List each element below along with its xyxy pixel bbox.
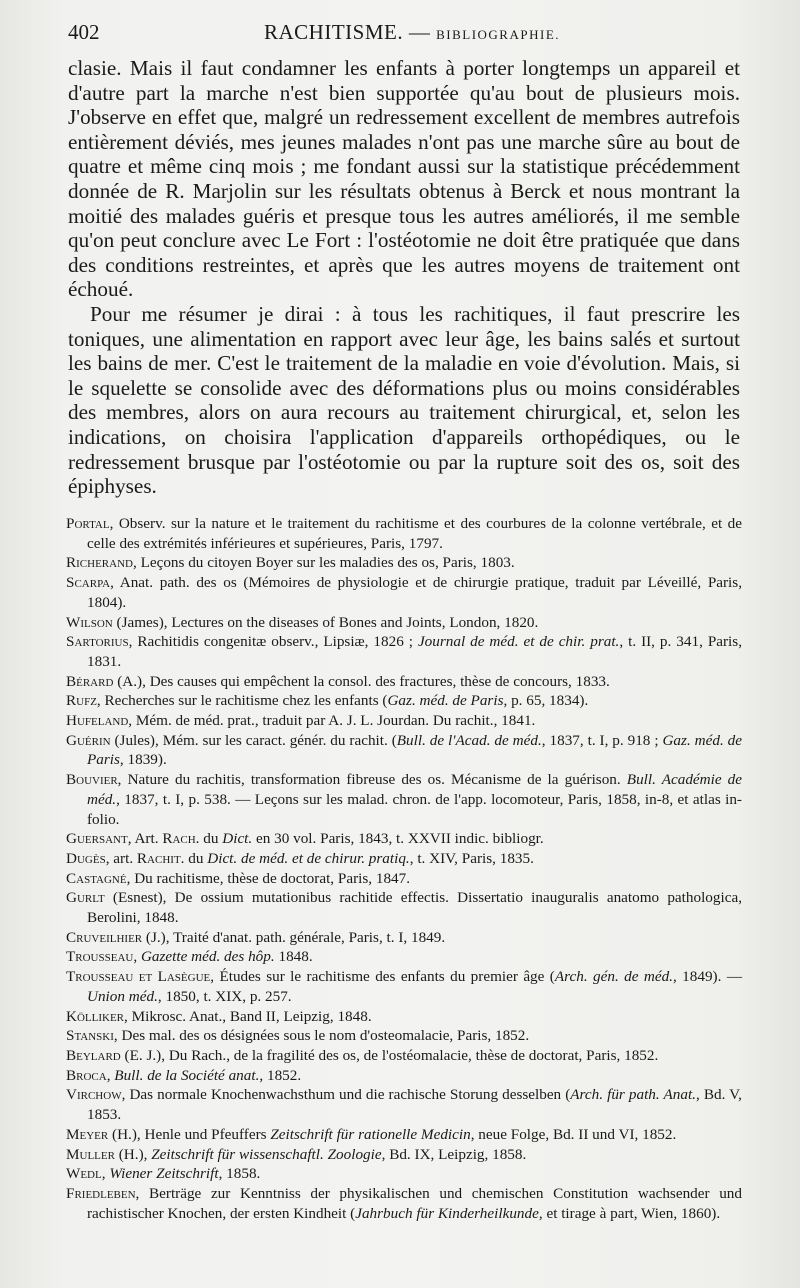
entry-author: Bérard xyxy=(66,672,114,690)
entry-author: Stanski, xyxy=(66,1027,118,1045)
entry-text: Anat. path. des os (Mémoires de physiologie et de chirurgie pratique, traduit par Léveillé, Paris, 1804). xyxy=(87,574,742,611)
entry-text: , t. II, p. 341, Paris, 1831. xyxy=(87,633,742,670)
entry-title-italic: Arch. für path. Anat. xyxy=(570,1086,696,1104)
entry-text: , p. 65, 1834). xyxy=(503,692,589,710)
entry-title-italic: Bull. de l'Acad. de méd. xyxy=(396,731,542,749)
entry-text: Art. xyxy=(131,830,163,848)
bibliography-entry xyxy=(66,829,742,849)
entry-text: Mikrosc. Anat., Band II, Leipzig, 1848. xyxy=(127,1007,372,1025)
title-dash: — xyxy=(403,20,437,44)
bibliography-list xyxy=(66,514,742,1223)
bibliography-entry xyxy=(66,849,742,869)
bibliography-entry xyxy=(66,632,742,671)
body-paragraph: Pour me résumer je dirai : à tous les rachitiques, il faut prescrire les toniques, une alimentation en rapport avec leur âge, les bains salés et surtout les bains de mer. C'est le traitement de la maladie en voie d'évolution. Mais, si le squelette se consolide avec des déformations plus ou moins considérables des membres, alors on aura recours au traitement chirurgical, et, selon les indications, on choisira l'application d'appareils orthopédiques, ou le redressement brusque par l'ostéotomie ou par la rupture soit des os, soit des épiphyses. xyxy=(68,301,740,499)
entry-author: Scarpa, xyxy=(66,574,114,592)
section-subtitle: BIBLIOGRAPHIE. xyxy=(436,27,561,42)
entry-text: , et tirage à part, Wien, 1860). xyxy=(538,1204,721,1222)
bibliography-entry xyxy=(66,1145,742,1165)
entry-title-italic: Gazette méd. des hôp. xyxy=(140,948,275,966)
body-paragraph: clasie. Mais il faut condamner les enfants à porter longtemps un appareil et d'autre part la marche n'est bien supportée qu'au bout de plusieurs mois. J'observe en effet que, malgré un redressement excellent de membres autrefois entièrement déviés, mes jeunes malades n'ont pas une marche sûre au bout de quatre et même cinq mois ; me fondant aussi sur la statistique précédemment donnée de R. Marjolin sur les résultats obtenus à Berck et nous montrant la moitié des malades guéris et presque tous les autres améliorés, il me semble qu'on peut conclure avec Le Fort : l'ostéotomie ne doit être pratiquée que dans des conditions restreintes, et après que les autres moyens de traitement ont échoué. xyxy=(68,56,740,302)
entry-title-italic: Jahrbuch für Kinderheilkunde xyxy=(355,1204,539,1222)
entry-text: Recherches sur le rachitisme chez les enfants ( xyxy=(100,692,388,710)
entry-text: (H.), Henle und Pfeuffers xyxy=(108,1125,271,1143)
entry-text: , t. XIV, Paris, 1835. xyxy=(409,849,534,867)
entry-text: , neue Folge, Bd. II und VI, 1852. xyxy=(470,1125,677,1143)
entry-author: Guersant, xyxy=(66,830,132,848)
bibliography-entry xyxy=(66,888,742,927)
entry-text: , 1837, t. I, p. 538. — Leçons sur les malad. chron. de l'app. locomoteur, Paris, 1858, in-8, et atlas in-folio. xyxy=(87,790,742,828)
entry-author: Friedleben, xyxy=(66,1184,140,1202)
entry-text: du xyxy=(199,830,223,848)
bibliography-entry xyxy=(66,514,742,553)
entry-text: Nature du rachitis, transformation fibreuse des os. Mécanisme de la guérison. xyxy=(121,771,627,789)
entry-text: , 1849). — xyxy=(672,968,743,986)
entry-text: Observ. sur la nature et le traitement du rachitisme et des courbures de la colonne vertébrale, et de celle des extrémités inférieures et supérieures, Paris, 1797. xyxy=(87,515,742,552)
entry-text: (E. J.), Du Rach., de la fragilité des os, de l'ostéomalacie, thèse de doctorat, Paris, 1852. xyxy=(120,1046,659,1064)
bibliography-entry xyxy=(66,573,742,612)
chapter-title: RACHITISME. xyxy=(264,20,404,44)
entry-text: (Esnest), De ossium mutationibus rachitide effectis. Dissertatio inauguralis anatomo pathologica, Berolini, 1848. xyxy=(87,889,742,927)
bibliography-entry xyxy=(66,553,742,573)
bibliography-entry xyxy=(66,967,742,1006)
entry-text: du xyxy=(184,849,208,867)
entry-text: (A.), Des causes qui empêchent la consol. des fractures, thèse de concours, 1833. xyxy=(113,672,610,690)
entry-author: Portal, xyxy=(66,515,114,532)
bibliography-entry xyxy=(66,1184,742,1223)
entry-title-italic: Gaz. méd. de Paris xyxy=(387,692,504,710)
entry-author: Broca, xyxy=(66,1066,111,1084)
entry-text: , 1839). xyxy=(119,751,167,769)
entry-author: Cruveilhier xyxy=(66,928,143,946)
entry-title-italic: Bull. Académie de méd. xyxy=(87,771,743,808)
entry-text: (James), Lectures on the diseases of Bones and Joints, London, 1820. xyxy=(112,613,539,631)
bibliography-entry xyxy=(66,947,742,967)
bibliography-entry xyxy=(66,613,742,633)
entry-author: Bouvier, xyxy=(66,771,122,789)
entry-text: (H.), xyxy=(114,1145,152,1163)
entry-text: Études sur le rachitisme des enfants du premier âge ( xyxy=(214,968,555,986)
bibliography-entry xyxy=(66,731,742,770)
bibliography-entry xyxy=(66,1164,742,1184)
entry-title-italic: Zeitschrift für rationelle Medicin xyxy=(270,1125,471,1143)
entry-author: Rufz, xyxy=(66,692,101,710)
entry-author: Wedl, xyxy=(66,1165,106,1183)
entry-text: , 1850, t. XIX, p. 257. xyxy=(157,987,292,1005)
entry-author: Castagné, xyxy=(66,869,131,887)
entry-text: 1848. xyxy=(274,948,313,966)
entry-text: , 1852. xyxy=(259,1066,302,1084)
entry-title-italic: Zeitschrift für wissenschaftl. Zoologie xyxy=(151,1145,382,1163)
entry-text: , 1837, t. I, p. 918 ; xyxy=(541,731,663,749)
bibliography-entry xyxy=(66,1026,742,1046)
entry-author: Dugès, xyxy=(66,849,110,867)
bibliography-entry xyxy=(66,928,742,948)
bibliography-entry xyxy=(66,1046,742,1066)
entry-author: Guérin xyxy=(66,731,111,749)
entry-text: Rach. xyxy=(162,830,200,848)
entry-text: , 1858. xyxy=(218,1165,261,1183)
bibliography-entry xyxy=(66,1007,742,1027)
entry-text: Das normale Knochenwachsthum und die rachische Storung desselben ( xyxy=(125,1086,571,1104)
entry-author: Trousseau et Lasègue, xyxy=(66,968,215,986)
entry-title-italic: Journal de méd. et de chir. prat. xyxy=(417,633,620,651)
entry-author: Beylard xyxy=(66,1046,121,1064)
entry-text: Mém. de méd. prat., traduit par A. J. L. Jourdan. Du rachit., 1841. xyxy=(132,712,536,730)
entry-author: Virchow, xyxy=(66,1086,126,1104)
entry-title-italic: Union méd. xyxy=(87,987,158,1005)
entry-text: Berträge zur Kenntniss der physikalischen und chemischen Constitution wachsender und rachistischer Knochen, der ersten Kindheit ( xyxy=(87,1184,742,1222)
entry-author: Meyer xyxy=(66,1125,109,1143)
bibliography-entry xyxy=(66,1085,742,1124)
entry-text: , Bd. IX, Leipzig, 1858. xyxy=(381,1145,527,1163)
entry-text: en 30 vol. Paris, 1843, t. XXVII indic. bibliogr. xyxy=(252,830,544,848)
entry-author: Richerand, xyxy=(66,554,137,572)
bibliography-entry xyxy=(66,869,742,889)
bibliography-entry xyxy=(66,672,742,692)
bibliography-entry xyxy=(66,1066,742,1086)
entry-text: (Jules), Mém. sur les caract. génér. du rachit. ( xyxy=(110,731,397,749)
page-number: 402 xyxy=(68,20,100,44)
entry-author: Sartorius, xyxy=(66,633,133,651)
entry-title-italic: Gaz. méd. de Paris xyxy=(87,731,743,769)
entry-author: Hufeland, xyxy=(66,712,133,730)
entry-text: art. xyxy=(109,849,137,867)
bibliography-entry xyxy=(66,711,742,731)
entry-author: Kölliker, xyxy=(66,1007,128,1025)
entry-text: Des mal. des os désignées sous le nom d'osteomalacie, Paris, 1852. xyxy=(117,1027,530,1045)
entry-text: , Bd. V, 1853. xyxy=(87,1086,742,1124)
body-text xyxy=(68,56,740,499)
bibliography-entry xyxy=(66,691,742,711)
entry-title-italic: Dict. xyxy=(222,830,253,848)
bibliography-entry xyxy=(66,1125,742,1145)
entry-title-italic: Dict. de méd. et de chirur. pratiq. xyxy=(207,849,410,867)
entry-author: Trousseau, xyxy=(66,948,138,966)
entry-title-italic: Arch. gén. de méd. xyxy=(554,968,673,986)
entry-author: Gurlt xyxy=(66,889,105,907)
entry-author: Wilson xyxy=(66,613,113,631)
entry-title-italic: Bull. de la Société anat. xyxy=(114,1066,260,1084)
entry-title-italic: Wiener Zeitschrift xyxy=(109,1165,219,1183)
entry-text: Leçons du citoyen Boyer sur les maladies des os, Paris, 1803. xyxy=(136,554,515,572)
entry-author: Muller xyxy=(66,1145,115,1163)
running-title xyxy=(264,20,560,45)
running-header xyxy=(68,20,738,50)
bibliography-entry xyxy=(66,770,742,829)
entry-text: Du rachitisme, thèse de doctorat, Paris, 1847. xyxy=(130,869,411,887)
entry-text: Rachit. xyxy=(136,849,185,867)
entry-text: Rachitidis congenitæ observ., Lipsiæ, 1826 ; xyxy=(132,633,418,651)
entry-text: (J.), Traité d'anat. path. générale, Paris, t. I, 1849. xyxy=(142,928,446,946)
